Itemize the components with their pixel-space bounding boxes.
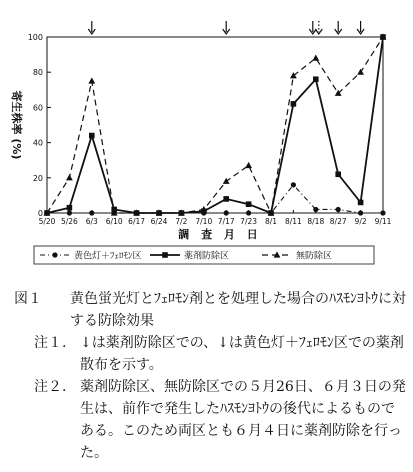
data-point-circle (336, 207, 341, 212)
figure-title: 黄色蛍光灯とﾌｪﾛﾓﾝ剤とを処理した場合のﾊｽﾓﾝﾖﾄｳに対する防除効果 (70, 291, 406, 329)
x-tick-label: 8/1 (264, 217, 278, 226)
data-point-square (89, 133, 95, 139)
data-point-square (313, 76, 319, 82)
note-2 (14, 376, 406, 464)
data-point-square (291, 101, 297, 107)
x-tick-label: 7/17 (217, 217, 235, 226)
data-point-triangle (312, 55, 319, 61)
y-tick-label: 40 (32, 138, 43, 148)
note-1-text: ↓は薬剤防除区での、↓は黄色灯＋ﾌｪﾛﾓﾝ区での薬剤散布を示す。 (80, 335, 404, 373)
y-axis-ticks (28, 33, 51, 218)
data-point-triangle (223, 178, 230, 184)
x-tick-label: 7/23 (240, 217, 258, 226)
x-axis-label: 調 査 月 日 (178, 228, 262, 241)
note-2-text: 薬剤防除区、無防除区での５月26日、６月３日の発生は、前作で発生したﾊｽﾓﾝﾖﾄｳの後代によるものである。このため両区とも６月４日に薬剤防除を行った。 (80, 379, 406, 461)
y-tick-label: 80 (32, 68, 43, 78)
data-point-circle (89, 210, 94, 215)
data-point-square (162, 252, 168, 258)
legend-label: 黄色灯＋ﾌｪﾛﾓﾝ区 (74, 251, 142, 262)
series-2 (44, 34, 386, 216)
data-point-square (335, 171, 341, 177)
data-point-circle (224, 210, 229, 215)
data-point-square (223, 196, 229, 202)
legend-label: 無防除区 (296, 251, 333, 262)
data-point-square (358, 200, 364, 206)
plot-border (47, 37, 383, 213)
spray-arrows (88, 21, 364, 34)
x-tick-label: 7/2 (175, 217, 188, 226)
data-point-circle (246, 210, 251, 215)
y-tick-label: 0 (37, 209, 43, 218)
series-line (47, 185, 383, 213)
figure-caption (14, 288, 406, 464)
data-point-circle (52, 252, 57, 257)
data-point-circle (67, 210, 72, 215)
note-2-label: 注２. (34, 379, 67, 395)
x-tick-label: 6/24 (150, 217, 168, 226)
data-point-circle (380, 210, 385, 215)
data-point-circle (358, 210, 363, 215)
y-tick-label: 20 (32, 173, 43, 183)
data-point-square (67, 205, 73, 211)
series-line (47, 37, 383, 213)
legend-label: 薬剤防除区 (184, 251, 230, 262)
note-1 (14, 332, 406, 376)
x-tick-label: 5/20 (38, 217, 56, 226)
data-point-circle (313, 207, 318, 212)
y-axis-label: 寄生株率 (%) (10, 90, 23, 160)
y-tick-label: 60 (32, 103, 43, 113)
x-tick-label: 8/18 (307, 217, 325, 226)
x-tick-label: 9/11 (374, 217, 392, 226)
legend (40, 250, 332, 262)
x-tick-label: 6/3 (85, 217, 98, 226)
data-point-circle (291, 182, 296, 187)
figure-label: 図１ (14, 291, 42, 307)
x-tick-label: 5/26 (60, 217, 78, 226)
data-point-square (246, 201, 252, 207)
x-tick-label: 7/10 (195, 217, 213, 226)
x-tick-label: 9/2 (354, 217, 367, 226)
series-line (47, 37, 383, 213)
x-tick-label: 6/10 (105, 217, 123, 226)
plot-frame (47, 37, 383, 213)
note-1-label: 注１. (34, 335, 67, 351)
x-tick-label: 8/27 (329, 217, 347, 226)
data-point-triangle (245, 162, 252, 168)
y-tick-label: 100 (27, 33, 43, 42)
series-3 (44, 33, 387, 215)
x-tick-label: 8/11 (284, 217, 302, 226)
data-point-triangle (290, 72, 297, 78)
series-layer (44, 33, 387, 215)
x-tick-label: 6/17 (128, 217, 146, 226)
data-point-triangle (66, 174, 73, 180)
data-point-triangle (88, 77, 95, 83)
series-1 (44, 182, 385, 215)
